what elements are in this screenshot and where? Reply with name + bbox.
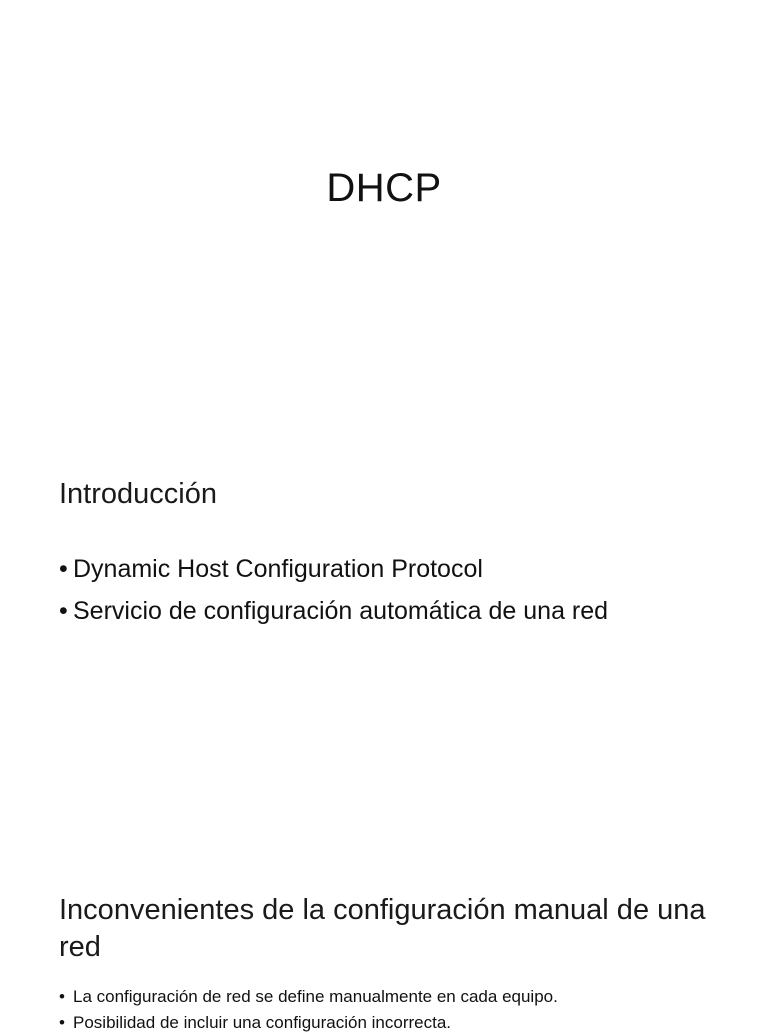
title-slide	[0, 0, 768, 430]
bullet-text: Servicio de configuración automática de una red	[73, 597, 609, 625]
slide-heading: Inconvenientes de la configuración manual de una red	[59, 894, 706, 963]
bullet-text: La configuración de red se define manualmente en cada equipo.	[73, 987, 558, 1006]
bullet-marker: •	[59, 987, 65, 1006]
list-item	[59, 548, 608, 590]
bullet-marker: •	[59, 597, 68, 625]
bullet-marker: •	[59, 1013, 65, 1032]
bullet-list	[59, 984, 558, 1036]
list-item	[59, 1010, 558, 1036]
bullet-marker: •	[59, 555, 68, 583]
inconvenientes-slide	[0, 860, 768, 1032]
intro-slide	[0, 430, 768, 860]
bullet-text: Posibilidad de incluir una configuración incorrecta.	[73, 1013, 451, 1032]
bullet-list	[59, 548, 608, 632]
bullet-text: Dynamic Host Configuration Protocol	[73, 555, 483, 583]
slide-heading: Introducción	[59, 478, 217, 510]
list-item	[59, 590, 608, 632]
slide-title: DHCP	[326, 166, 442, 210]
list-item	[59, 984, 558, 1010]
